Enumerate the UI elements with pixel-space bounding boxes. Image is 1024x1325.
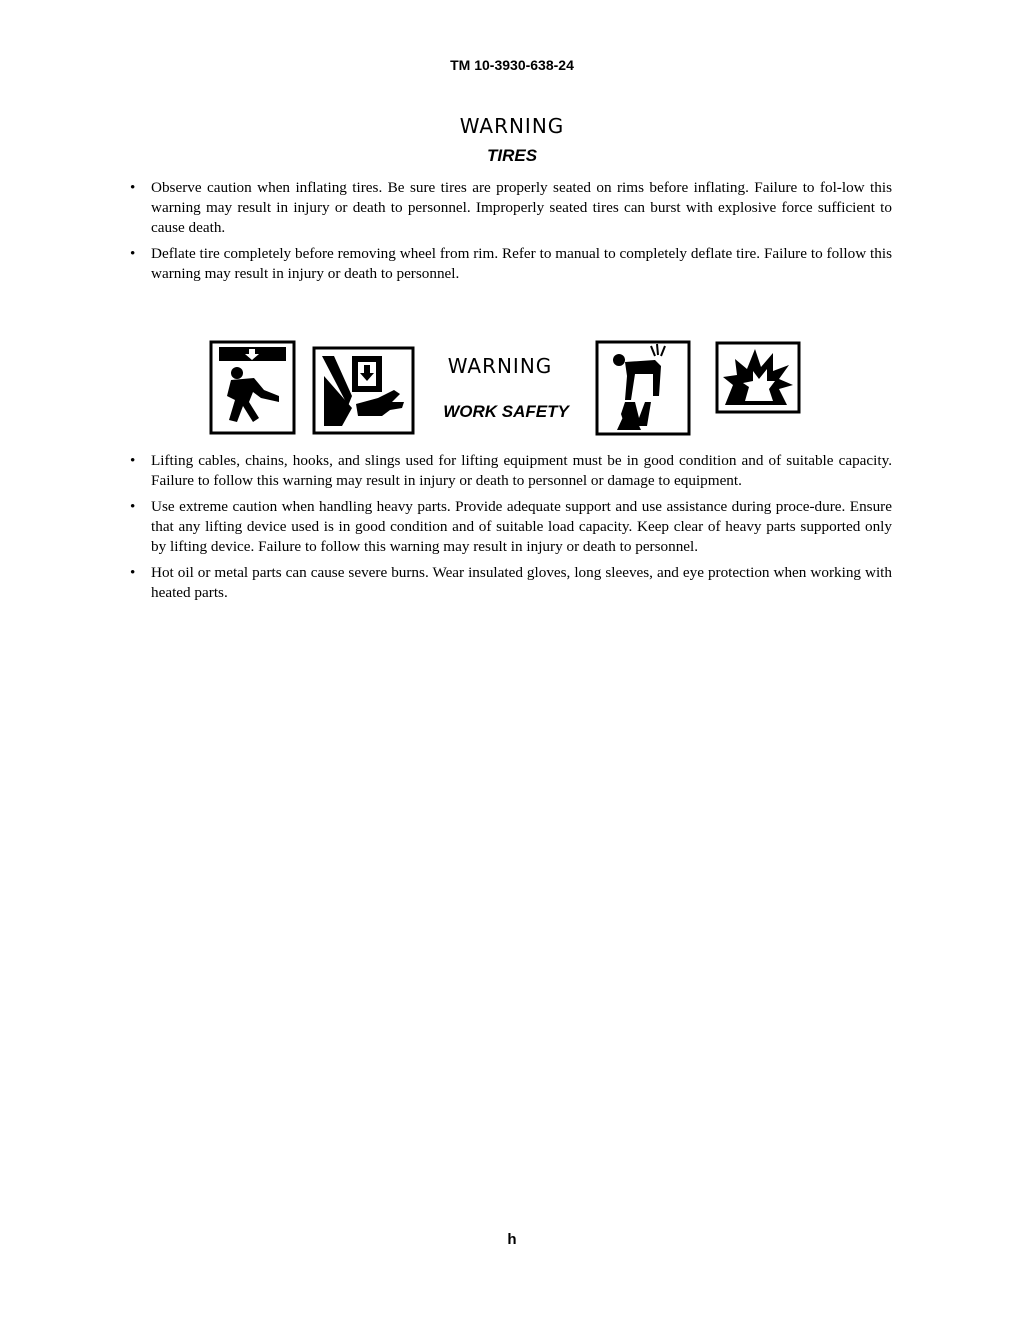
- heavy-lifting-icon: [595, 340, 691, 436]
- work-safety-subheading: WORK SAFETY: [443, 402, 569, 421]
- tires-warning-heading: WARNING: [459, 114, 565, 138]
- list-item: • Hot oil or metal parts can cause severe burns. Wear insulated gloves, long sleeves, and eye protection when working with heated parts.: [130, 564, 892, 601]
- list-item: • Observe caution when inflating tires. Be sure tires are properly seated on rims before inflating. Failure to fol-low this warning may result in injury or death to personnel. Improperly seated tires can burst with explosive force sufficient to cause death.: [130, 179, 892, 236]
- work-safety-warning-heading: WARNING: [447, 354, 553, 378]
- tires-subheading: TIRES: [486, 146, 538, 165]
- list-item: • Use extreme caution when handling heavy parts. Provide adequate support and use assistance during proce-dure. Ensure that any lifting device used is in good condition and of suitable load capacity. Keep clear of heavy parts supported only by lifting device. Failure to follow this warning may result in injury or death to personnel.: [130, 498, 892, 555]
- falling-load-icon: [209, 340, 296, 435]
- crush-hand-icon: [312, 346, 415, 435]
- document-number: TM 10-3930-638-24: [450, 57, 574, 73]
- work-safety-warning-list: [130, 451, 892, 609]
- tires-warning-list: [130, 178, 892, 290]
- page-number: h: [507, 1231, 517, 1248]
- explosion-icon: [715, 341, 801, 414]
- list-item: • Deflate tire completely before removing wheel from rim. Refer to manual to completely deflate tire. Failure to follow this warning may result in injury or death to personnel.: [130, 245, 892, 282]
- list-item: • Lifting cables, chains, hooks, and slings used for lifting equipment must be in good condition and of suitable capacity. Failure to follow this warning may result in injury or death to personnel or damage to equipment.: [130, 452, 892, 489]
